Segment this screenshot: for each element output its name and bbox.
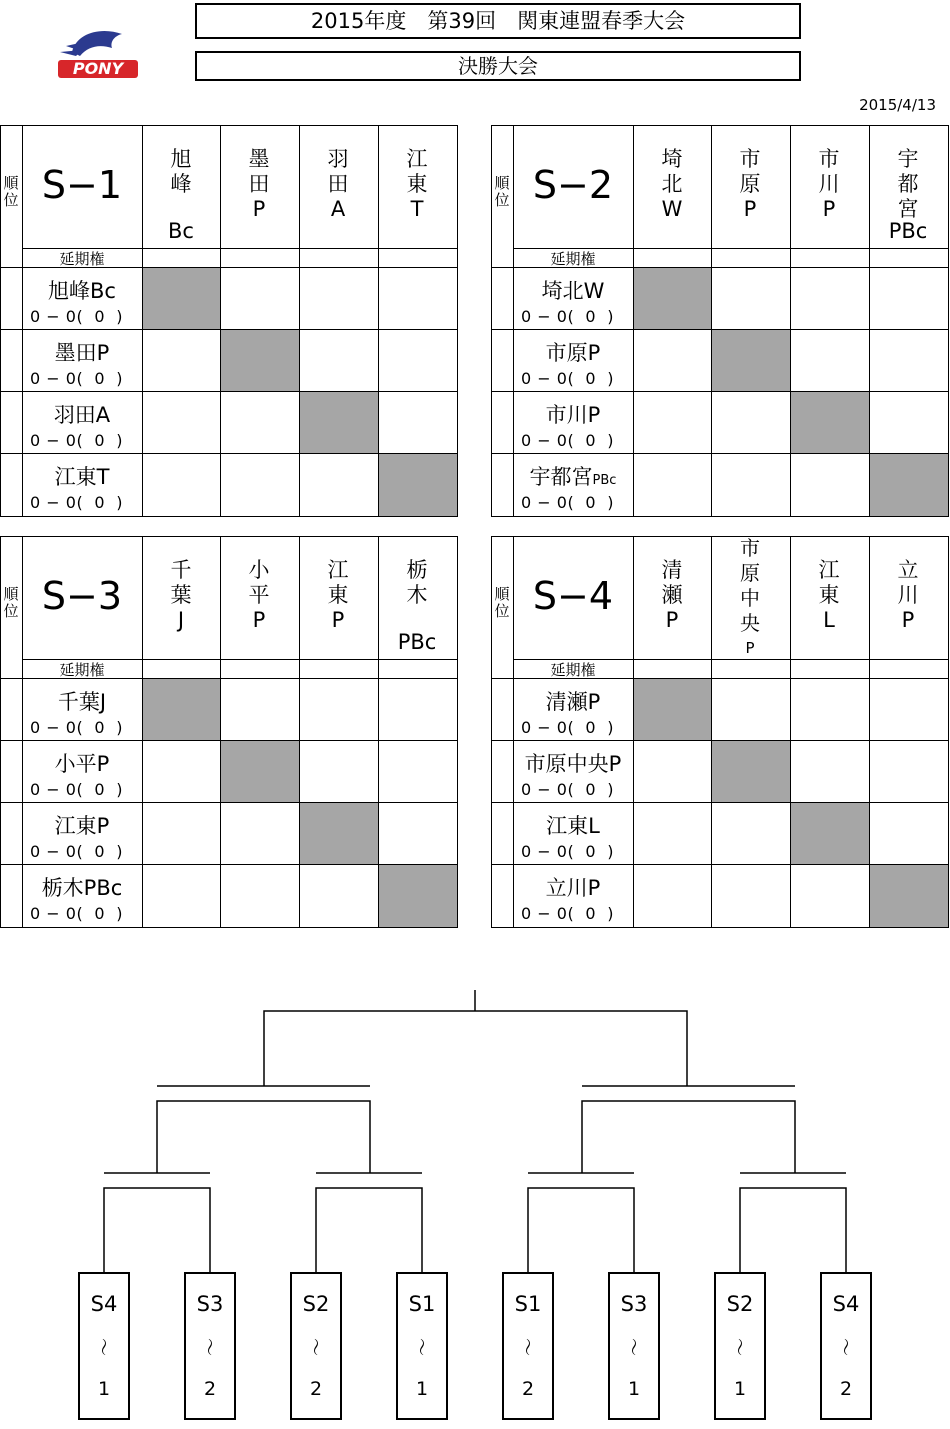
seed-tilde: 〜: [410, 1338, 431, 1356]
tournament-bracket: [0, 985, 950, 1429]
bracket-seed-slot: [714, 1272, 766, 1420]
row-team-name: 立川P: [545, 876, 601, 900]
column-team-header: 市 原 中 央 P: [740, 536, 760, 657]
column-team-header: 小 平 P: [248, 558, 270, 632]
seed-tilde: 〜: [834, 1338, 855, 1356]
column-team-header: 栃 木 PBc: [397, 558, 437, 654]
extension-rights-label: 延期権: [550, 661, 596, 679]
row-record: 0 − 0( 0 ): [30, 904, 123, 923]
league-name: S−2: [532, 163, 614, 207]
column-team-header: 立 川 P: [897, 558, 919, 632]
column-team-header: 江 東 L: [818, 558, 840, 632]
column-team-header: 江 東 P: [327, 558, 349, 632]
seed-tilde: 〜: [198, 1338, 219, 1356]
bracket-seed-slot: [78, 1272, 130, 1420]
extension-rights-label: 延期権: [59, 661, 105, 679]
page-title: 2015年度 第39回 関東連盟春季大会: [195, 3, 801, 39]
row-record: 0 − 0( 0 ): [521, 842, 614, 861]
league-name: S−4: [532, 574, 614, 618]
seed-group: S3: [620, 1292, 648, 1316]
column-team-header: 千 葉 J: [170, 558, 192, 632]
svg-text:PONY: PONY: [72, 59, 124, 78]
self-match-cell: [220, 329, 299, 391]
pony-logo: [52, 22, 142, 84]
column-team-header: 旭 峰 Bc: [168, 147, 194, 243]
seed-group: S1: [408, 1292, 436, 1316]
date-label: 2015/4/13: [859, 96, 936, 114]
seed-group: S2: [302, 1292, 330, 1316]
rank-column-label: 順位: [3, 585, 19, 620]
league-table-3: [0, 536, 458, 928]
seed-tilde: 〜: [516, 1338, 537, 1356]
self-match-cell: [378, 864, 457, 927]
seed-rank: 2: [521, 1378, 535, 1400]
row-team-name: 小平P: [54, 752, 110, 776]
bracket-lines: [0, 985, 950, 1425]
row-record: 0 − 0( 0 ): [30, 718, 123, 737]
row-record: 0 − 0( 0 ): [521, 904, 614, 923]
self-match-cell: [711, 329, 790, 391]
column-team-header: 羽 田 A: [327, 147, 349, 221]
row-record: 0 − 0( 0 ): [521, 718, 614, 737]
seed-rank: 1: [415, 1378, 429, 1400]
page-subtitle: 決勝大会: [195, 51, 801, 81]
seed-rank: 2: [309, 1378, 323, 1400]
row-record: 0 − 0( 0 ): [30, 307, 123, 326]
row-team-name: 千葉J: [57, 690, 107, 714]
self-match-cell: [220, 740, 299, 802]
self-match-cell: [299, 802, 378, 864]
seed-tilde: 〜: [92, 1338, 113, 1356]
self-match-cell: [790, 802, 869, 864]
self-match-cell: [633, 267, 711, 329]
row-record: 0 − 0( 0 ): [521, 493, 614, 512]
row-record: 0 − 0( 0 ): [30, 780, 123, 799]
seed-group: S4: [90, 1292, 118, 1316]
column-team-header: 墨 田 P: [248, 147, 270, 221]
row-record: 0 − 0( 0 ): [521, 307, 614, 326]
self-match-cell: [869, 864, 948, 927]
column-team-header: 市 川 P: [818, 147, 840, 221]
row-record: 0 − 0( 0 ): [30, 493, 123, 512]
row-record: 0 − 0( 0 ): [30, 369, 123, 388]
row-team-name: 江東P: [54, 814, 110, 838]
bracket-seed-slot: [820, 1272, 872, 1420]
seed-tilde: 〜: [622, 1338, 643, 1356]
row-team-name: 清瀬P: [545, 690, 601, 714]
seed-rank: 1: [627, 1378, 641, 1400]
seed-rank: 2: [203, 1378, 217, 1400]
seed-group: S4: [832, 1292, 860, 1316]
row-team-name: 宇都宮PBc: [529, 465, 617, 489]
column-team-header: 宇 都 宮 PBc: [888, 147, 928, 243]
league-table-4: [491, 536, 949, 928]
self-match-cell: [299, 391, 378, 453]
self-match-cell: [711, 740, 790, 802]
seed-tilde: 〜: [304, 1338, 325, 1356]
self-match-cell: [142, 678, 220, 740]
column-team-header: 埼 北 W: [661, 147, 683, 221]
extension-rights-label: 延期権: [59, 250, 105, 268]
row-team-name: 市川P: [545, 403, 601, 427]
row-team-name: 埼北W: [541, 279, 605, 303]
row-team-name: 江東T: [54, 465, 110, 489]
rank-column-label: 順位: [494, 585, 510, 620]
self-match-cell: [378, 453, 457, 516]
league-table-2: [491, 125, 949, 517]
row-team-name: 旭峰Bc: [48, 279, 116, 303]
row-record: 0 − 0( 0 ): [521, 431, 614, 450]
self-match-cell: [869, 453, 948, 516]
row-team-name: 墨田P: [54, 341, 110, 365]
row-team-name: 羽田A: [53, 403, 111, 427]
row-record: 0 − 0( 0 ): [30, 842, 123, 861]
self-match-cell: [633, 678, 711, 740]
rank-column-label: 順位: [494, 174, 510, 209]
extension-rights-label: 延期権: [550, 250, 596, 268]
seed-group: S2: [726, 1292, 754, 1316]
column-team-header: 清 瀬 P: [661, 558, 683, 632]
row-team-name: 江東L: [546, 814, 600, 838]
seed-rank: 1: [97, 1378, 111, 1400]
league-table-1: [0, 125, 458, 517]
row-team-name: 市原中央P: [524, 752, 622, 776]
row-team-name: 栃木PBc: [41, 876, 123, 900]
seed-rank: 1: [733, 1378, 747, 1400]
seed-rank: 2: [839, 1378, 853, 1400]
row-record: 0 − 0( 0 ): [521, 369, 614, 388]
row-record: 0 − 0( 0 ): [521, 780, 614, 799]
column-team-header: 江 東 T: [406, 147, 428, 221]
row-team-name: 市原P: [545, 341, 601, 365]
column-team-header: 市 原 P: [739, 147, 761, 221]
bracket-seed-slot: [396, 1272, 448, 1420]
self-match-cell: [790, 391, 869, 453]
bracket-seed-slot: [608, 1272, 660, 1420]
self-match-cell: [142, 267, 220, 329]
rank-column-label: 順位: [3, 174, 19, 209]
bracket-seed-slot: [184, 1272, 236, 1420]
bracket-seed-slot: [290, 1272, 342, 1420]
seed-group: S3: [196, 1292, 224, 1316]
league-name: S−3: [41, 574, 123, 618]
league-name: S−1: [41, 163, 123, 207]
seed-tilde: 〜: [728, 1338, 749, 1356]
seed-group: S1: [514, 1292, 542, 1316]
row-record: 0 − 0( 0 ): [30, 431, 123, 450]
bracket-seed-slot: [502, 1272, 554, 1420]
